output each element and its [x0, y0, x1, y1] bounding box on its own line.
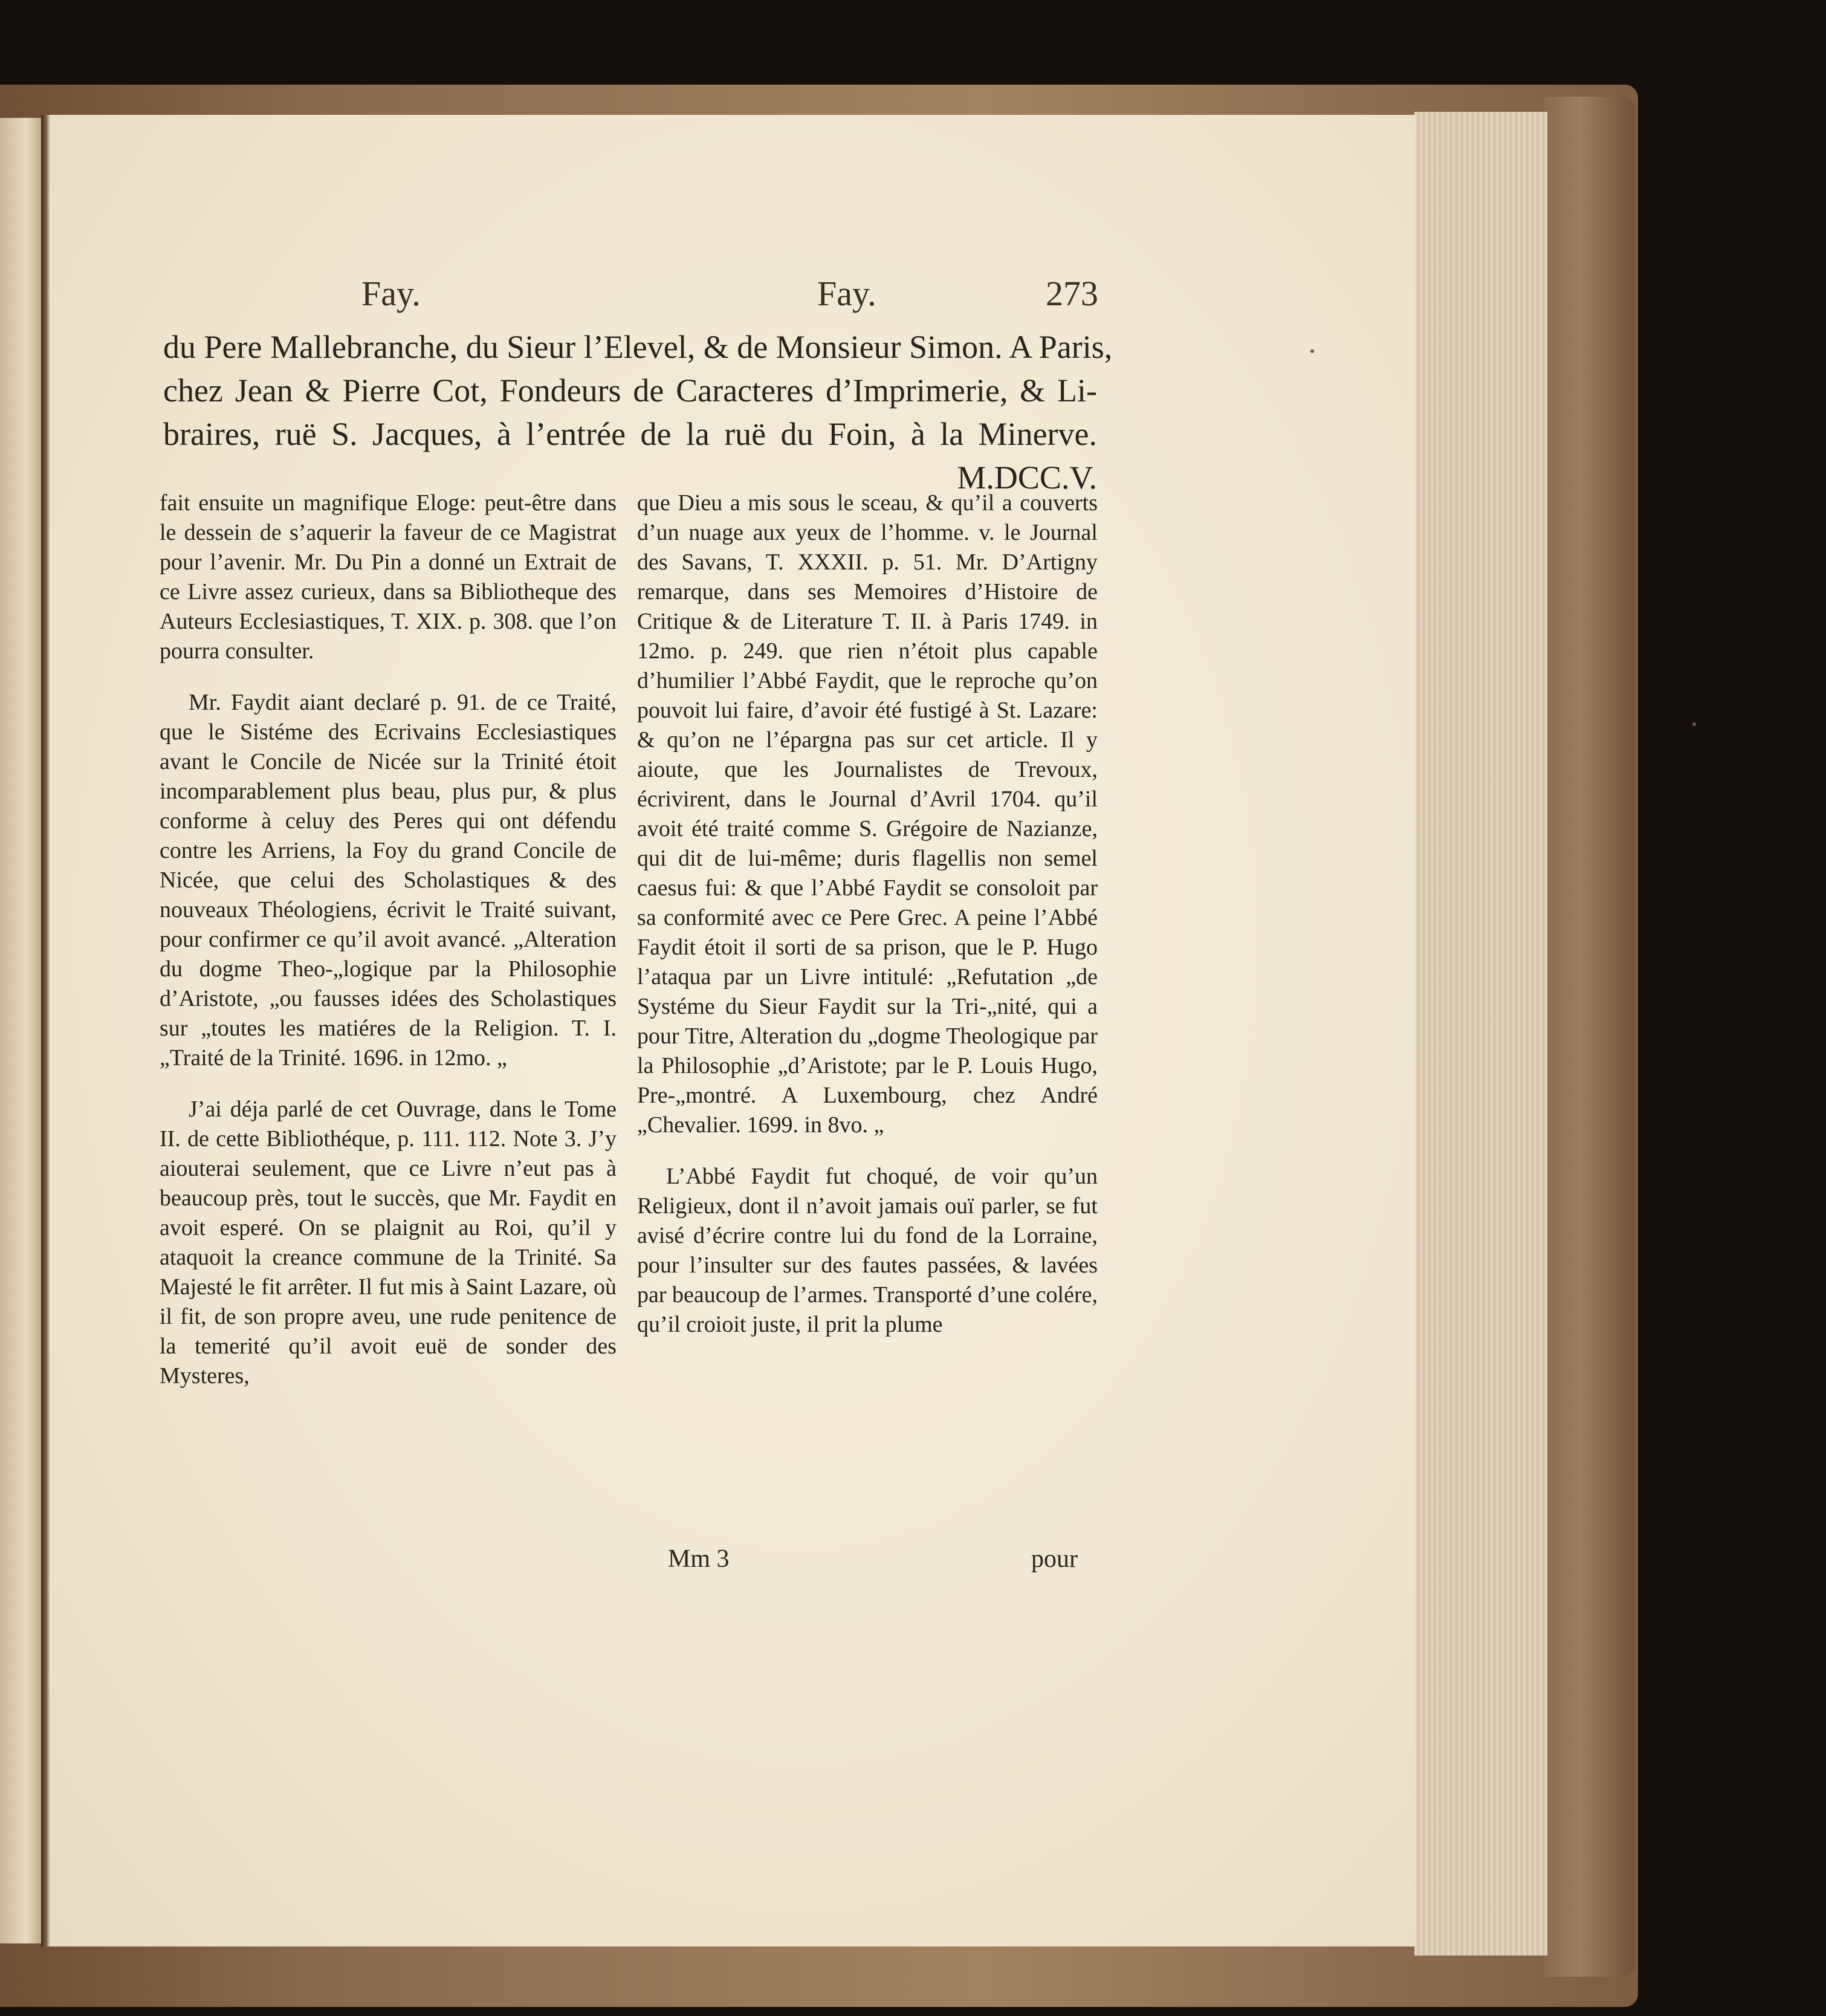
right-column: [637, 488, 1098, 1361]
paragraph: que Dieu a mis sous le sceau, & qu’il a couverts d’un nuage aux yeux de l’homme. v. le Journal des Savans, T. XXXII. p. 51. Mr. D’Artigny remarque, dans ses Memoires d’Histoire de Critique & de Literature T. II. à Paris 1749. in 12mo. p. 249. que rien n’étoit plus capable d’humilier l’Abbé Faydit, que le reproche qu’on pouvoit lui faire, d’avoir été fustigé à St. Lazare: & qu’on ne l’épargna pas sur cet article. Il y aioute, que les Journalistes de Trevoux, écrivirent, dans le Journal d’Avril 1704. qu’il avoit été traité comme S. Grégoire de Nazianze, qui dit de lui-même; duris flagellis non semel caesus fui: & que l’Abbé Faydit se consoloit par sa conformité avec ce Pere Grec. A peine l’Abbé Faydit étoit il sorti de sa prison, que le P. Hugo l’ataqua par un Livre intitulé: „Refutation „de Systéme du Sieur Faydit sur la Tri-„nité, qui a pour Titre, Alteration du „dogme Theologique par la Philosophie „d’Aristote; par le P. Louis Hugo, Pre-„montré. A Luxembourg, chez André „Chevalier. 1699. in 8vo. „: [637, 490, 1098, 1138]
running-head-center: Fay.: [817, 274, 876, 313]
catchword: pour: [1031, 1545, 1078, 1573]
signature-mark: Mm 3: [668, 1545, 730, 1573]
facing-page-edge: [0, 118, 44, 1943]
paragraph: L’Abbé Faydit fut choqué, de voir qu’un Religieux, dont il n’avoit jamais ouï parler, se fut avisé d’écrire contre lui du fond de la Lorraine, pour l’insulter sur des fautes passées, & lavées par beaucoup de l’armes. Transporté d’une colére, qu’il croioit juste, il prit la plume: [637, 1164, 1098, 1337]
paper-speck: [1310, 349, 1314, 353]
book-gutter: [41, 115, 50, 1946]
running-head-left: Fay.: [361, 274, 421, 313]
continuation-block: [163, 325, 1113, 499]
book-board-edge: [1544, 97, 1635, 1977]
paragraph: Mr. Faydit aiant declaré p. 91. de ce Traité, que le Sistéme des Ecrivains Ecclesiastiques avant le Concile de Nicée sur la Trinité étoit incomparablement plus beau, plus pur, & plus conforme à celuy des Peres qui ont défendu contre les Arriens, la Foy du grand Concile de Nicée, que celui des Scholastiques & des nouveaux Théologiens, écrivit le Traité suivant, pour confirmer ce qu’il avoit avancé. „Alteration du dogme Theo-„logique par la Philosophie d’Aristote, „ou fausses idées des Scholastiques sur „toutes les matiéres de la Religion. T. I. „Traité de la Trinité. 1696. in 12mo. „: [160, 690, 617, 1071]
left-column: [160, 488, 617, 1413]
continuation-date: M.DCC.V.: [957, 459, 1097, 496]
continuation-line: chez Jean & Pierre Cot, Fondeurs de Caracteres d’Imprimerie, & Li-: [163, 372, 1097, 409]
continuation-line: du Pere Mallebranche, du Sieur l’Elevel, & de Monsieur Simon. A Paris,: [163, 329, 1113, 365]
continuation-line: braires, ruë S. Jacques, à l’entrée de la ruë du Foin, à la Minerve.: [163, 416, 1097, 452]
paragraph: J’ai déja parlé de cet Ouvrage, dans le Tome II. de cette Bibliothéque, p. 111. 112. Note 3. J’y aiouterai seulement, que ce Livre n’eut pas à beaucoup près, tout le succès, que Mr. Faydit en avoit esperé. On se plaignit au Roi, qu’il y ataquoit la creance commune de la Trinité. Sa Majesté le fit arrêter. Il fut mis à Saint Lazare, où il fit, de son propre aveu, une rude penitence de la temerité qu’il avoit euë de sonder des Mysteres,: [160, 1097, 617, 1389]
paper-speck: [1692, 722, 1696, 726]
page-number: 273: [1046, 274, 1098, 313]
paragraph: fait ensuite un magnifique Eloge: peut-être dans le dessein de s’aquerir la faveur de ce Magistrat pour l’avenir. Mr. Du Pin a donné un Extrait de ce Livre assez curieux, dans sa Bibliotheque des Auteurs Ecclesiastiques, T. XIX. p. 308. que l’on pourra consulter.: [160, 490, 617, 664]
page-fore-edge: [1414, 112, 1547, 1956]
